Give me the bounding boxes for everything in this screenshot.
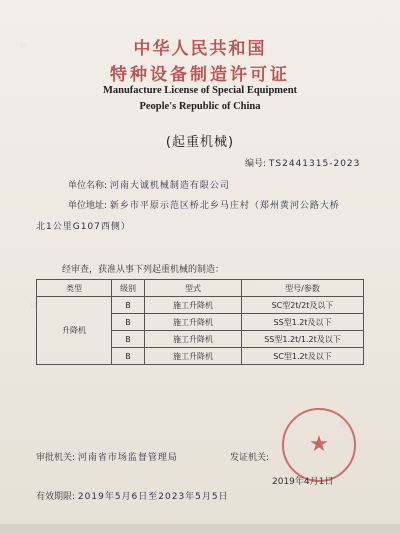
watermark-mark: ◇ — [27, 299, 39, 310]
cert-number-value: TS2441315-2023 — [268, 159, 361, 169]
issue-date: 2019年4月1日 — [272, 477, 334, 487]
unit-name — [68, 178, 230, 191]
unit-address-line2: 北1公里G107西侧） — [36, 222, 131, 232]
level-cell: B — [112, 297, 145, 314]
model-cell: SC型1.2t及以下 — [242, 348, 364, 365]
approval-authority-value: 河南省市场监督管理局 — [77, 453, 178, 463]
official-seal — [282, 408, 356, 482]
level-cell: B — [112, 348, 145, 365]
form-cell: 施工升降机 — [145, 297, 242, 314]
table-header: 级别 — [112, 280, 145, 297]
title-en-line2: People's Republic of China — [139, 101, 261, 112]
title-en-line1: Manufacture License of Special Equipment — [102, 85, 298, 96]
validity-label: 有效期限: — [36, 492, 76, 502]
table-header: 类型 — [37, 280, 112, 297]
table-row — [37, 297, 364, 314]
level-cell: B — [112, 331, 145, 348]
seal-star-icon: ★ — [309, 432, 329, 457]
title-cn-line2: 特种设备制造许可证 — [110, 65, 290, 85]
unit-address-cont — [36, 219, 131, 232]
cert-number — [245, 156, 360, 169]
watermark-mark: ◇ — [17, 39, 29, 50]
model-cell: SC型2t/2t及以下 — [242, 297, 364, 314]
issuing-authority-label: 发证机关: — [230, 453, 270, 463]
equipment-category: (起重机械) — [165, 135, 235, 150]
approval-text: 经审查，获准从事下列起重机械的制造： — [62, 265, 225, 275]
form-cell: 施工升降机 — [145, 348, 242, 365]
bottom-edge — [0, 524, 400, 533]
validity-value: 2019年5月6日至2023年5月5日 — [77, 492, 229, 502]
form-cell: 施工升降机 — [145, 314, 242, 331]
watermark-mark: ◇ — [337, 419, 349, 430]
unit-name-value: 河南大诚机械制造有限公司 — [109, 181, 230, 191]
form-cell: 施工升降机 — [145, 331, 242, 348]
table-header: 型式 — [145, 280, 242, 297]
validity — [36, 489, 229, 502]
unit-address-line1: 新乡市平原示范区桥北乡马庄村（郑州黄河公路大桥 — [109, 201, 340, 211]
approval-authority-label: 审批机关: — [36, 453, 76, 463]
license-scope-table — [36, 279, 364, 365]
table-header: 型号/参数 — [242, 280, 364, 297]
table-header-row — [37, 280, 364, 297]
cert-number-label: 编号: — [245, 159, 267, 169]
title-cn-line1: 中华人民共和国 — [133, 39, 267, 59]
level-cell: B — [112, 314, 145, 331]
unit-address — [68, 198, 340, 211]
watermark-mark: ◇ — [327, 149, 339, 160]
model-cell: SS型1.2t/1.2t及以下 — [242, 331, 364, 348]
unit-name-label: 单位名称: — [68, 181, 108, 191]
unit-address-label: 单位地址: — [68, 201, 108, 211]
model-cell: SS型1.2t及以下 — [242, 314, 364, 331]
approval-authority — [36, 450, 178, 463]
category-cell: 升降机 — [37, 297, 112, 365]
